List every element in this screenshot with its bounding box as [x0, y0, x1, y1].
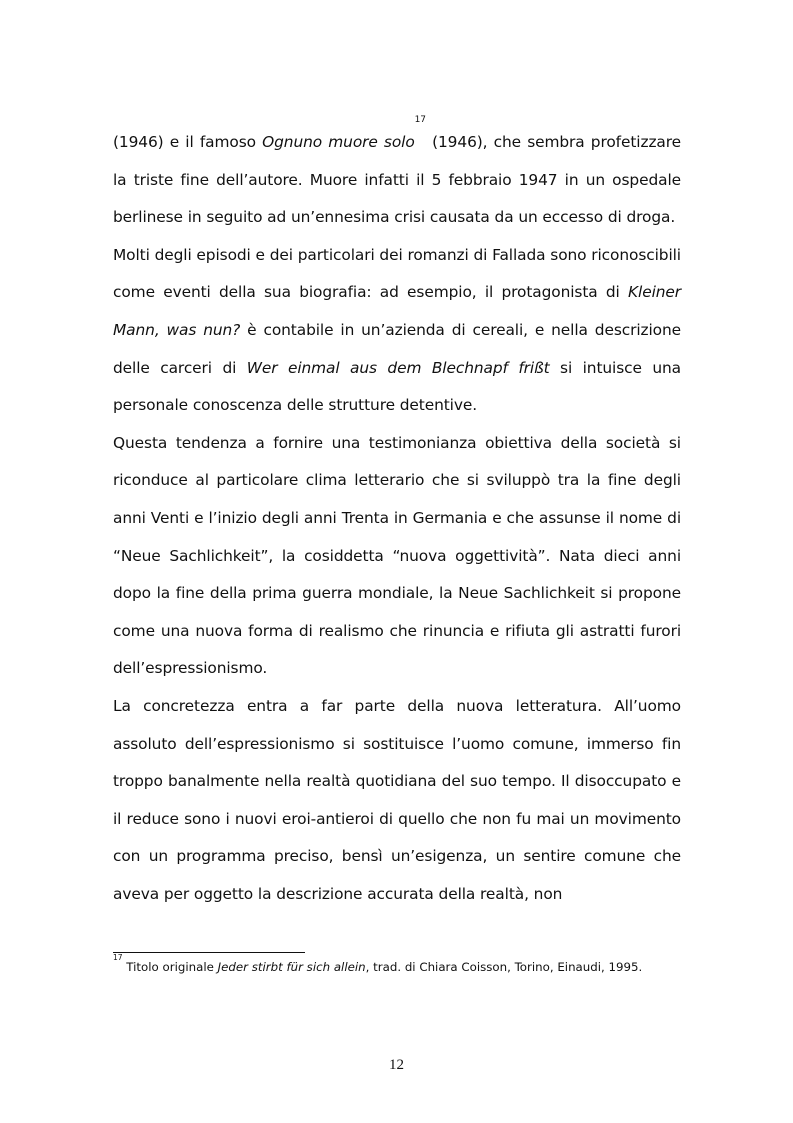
text-run: (1946) e il famoso — [113, 133, 263, 151]
body-text — [113, 115, 682, 913]
text-run: (1946), che sembra profetizzare la triste fine dell’autore. Muore infatti il 5 febbraio 1947 in un ospedale berlinese in seguito ad un’ennesima crisi causata da un eccesso di droga. — [113, 133, 682, 227]
paragraph-1 — [113, 115, 682, 237]
text-run: è contabile in un’azienda di cereali, e nella descrizione delle carceri di — [113, 320, 682, 377]
footnote-separator — [113, 952, 305, 953]
footnote — [113, 953, 681, 976]
paragraph-2 — [113, 237, 681, 425]
paragraph-4: La concretezza entra a far parte della nuova letteratura. All’uomo assoluto dell’espressionismo si sostituisce l’uomo comune, immerso fin troppo banalmente nella realtà quotidiana del suo tempo. Il disoccupato e il reduce sono i nuovi eroi-antieroi di quello che non fu mai un movimento con un programma preciso, bensì un’esigenza, un sentire comune che aveva per oggetto la descrizione accurata della realtà, non — [113, 696, 681, 903]
book-title: Ognuno muore solo — [262, 133, 415, 151]
book-title: Wer einmal aus dem Blechnapf frißt — [246, 358, 550, 377]
page-number: 12 — [389, 1057, 404, 1073]
text-run: Titolo originale — [122, 960, 218, 974]
text-run: si intuisce una personale conoscenza delle strutture detentive. — [113, 358, 682, 415]
paragraph-3: Questa tendenza a fornire una testimonianza obiettiva della società si riconduce al particolare clima letterario che si sviluppò tra la fine degli anni Venti e l’inizio degli anni Trenta in Germania e che assunse il nome di “Neue Sachlichkeit”, la cosiddetta “nuova oggettività”. Nata dieci anni dopo la fine della prima guerra mondiale, la Neue Sachlichkeit si propone come una nuova forma di realismo che rinuncia e rifiuta gli astratti furori dell’espressionismo. — [113, 433, 681, 678]
book-title: Jeder stirbt für sich allein — [217, 960, 366, 974]
text-run: , trad. di Chiara Coisson, Torino, Einaudi, 1995. — [365, 960, 643, 974]
book-title: Kleiner Mann, was nun? — [113, 283, 681, 339]
footnote-number: 17 — [113, 953, 123, 962]
text-run: Molti degli episodi e dei particolari dei romanzi di Fallada sono riconoscibili come eventi della sua biografia: ad esempio, il protagonista di — [113, 245, 681, 302]
footnote-reference[interactable]: 17 — [414, 115, 426, 125]
